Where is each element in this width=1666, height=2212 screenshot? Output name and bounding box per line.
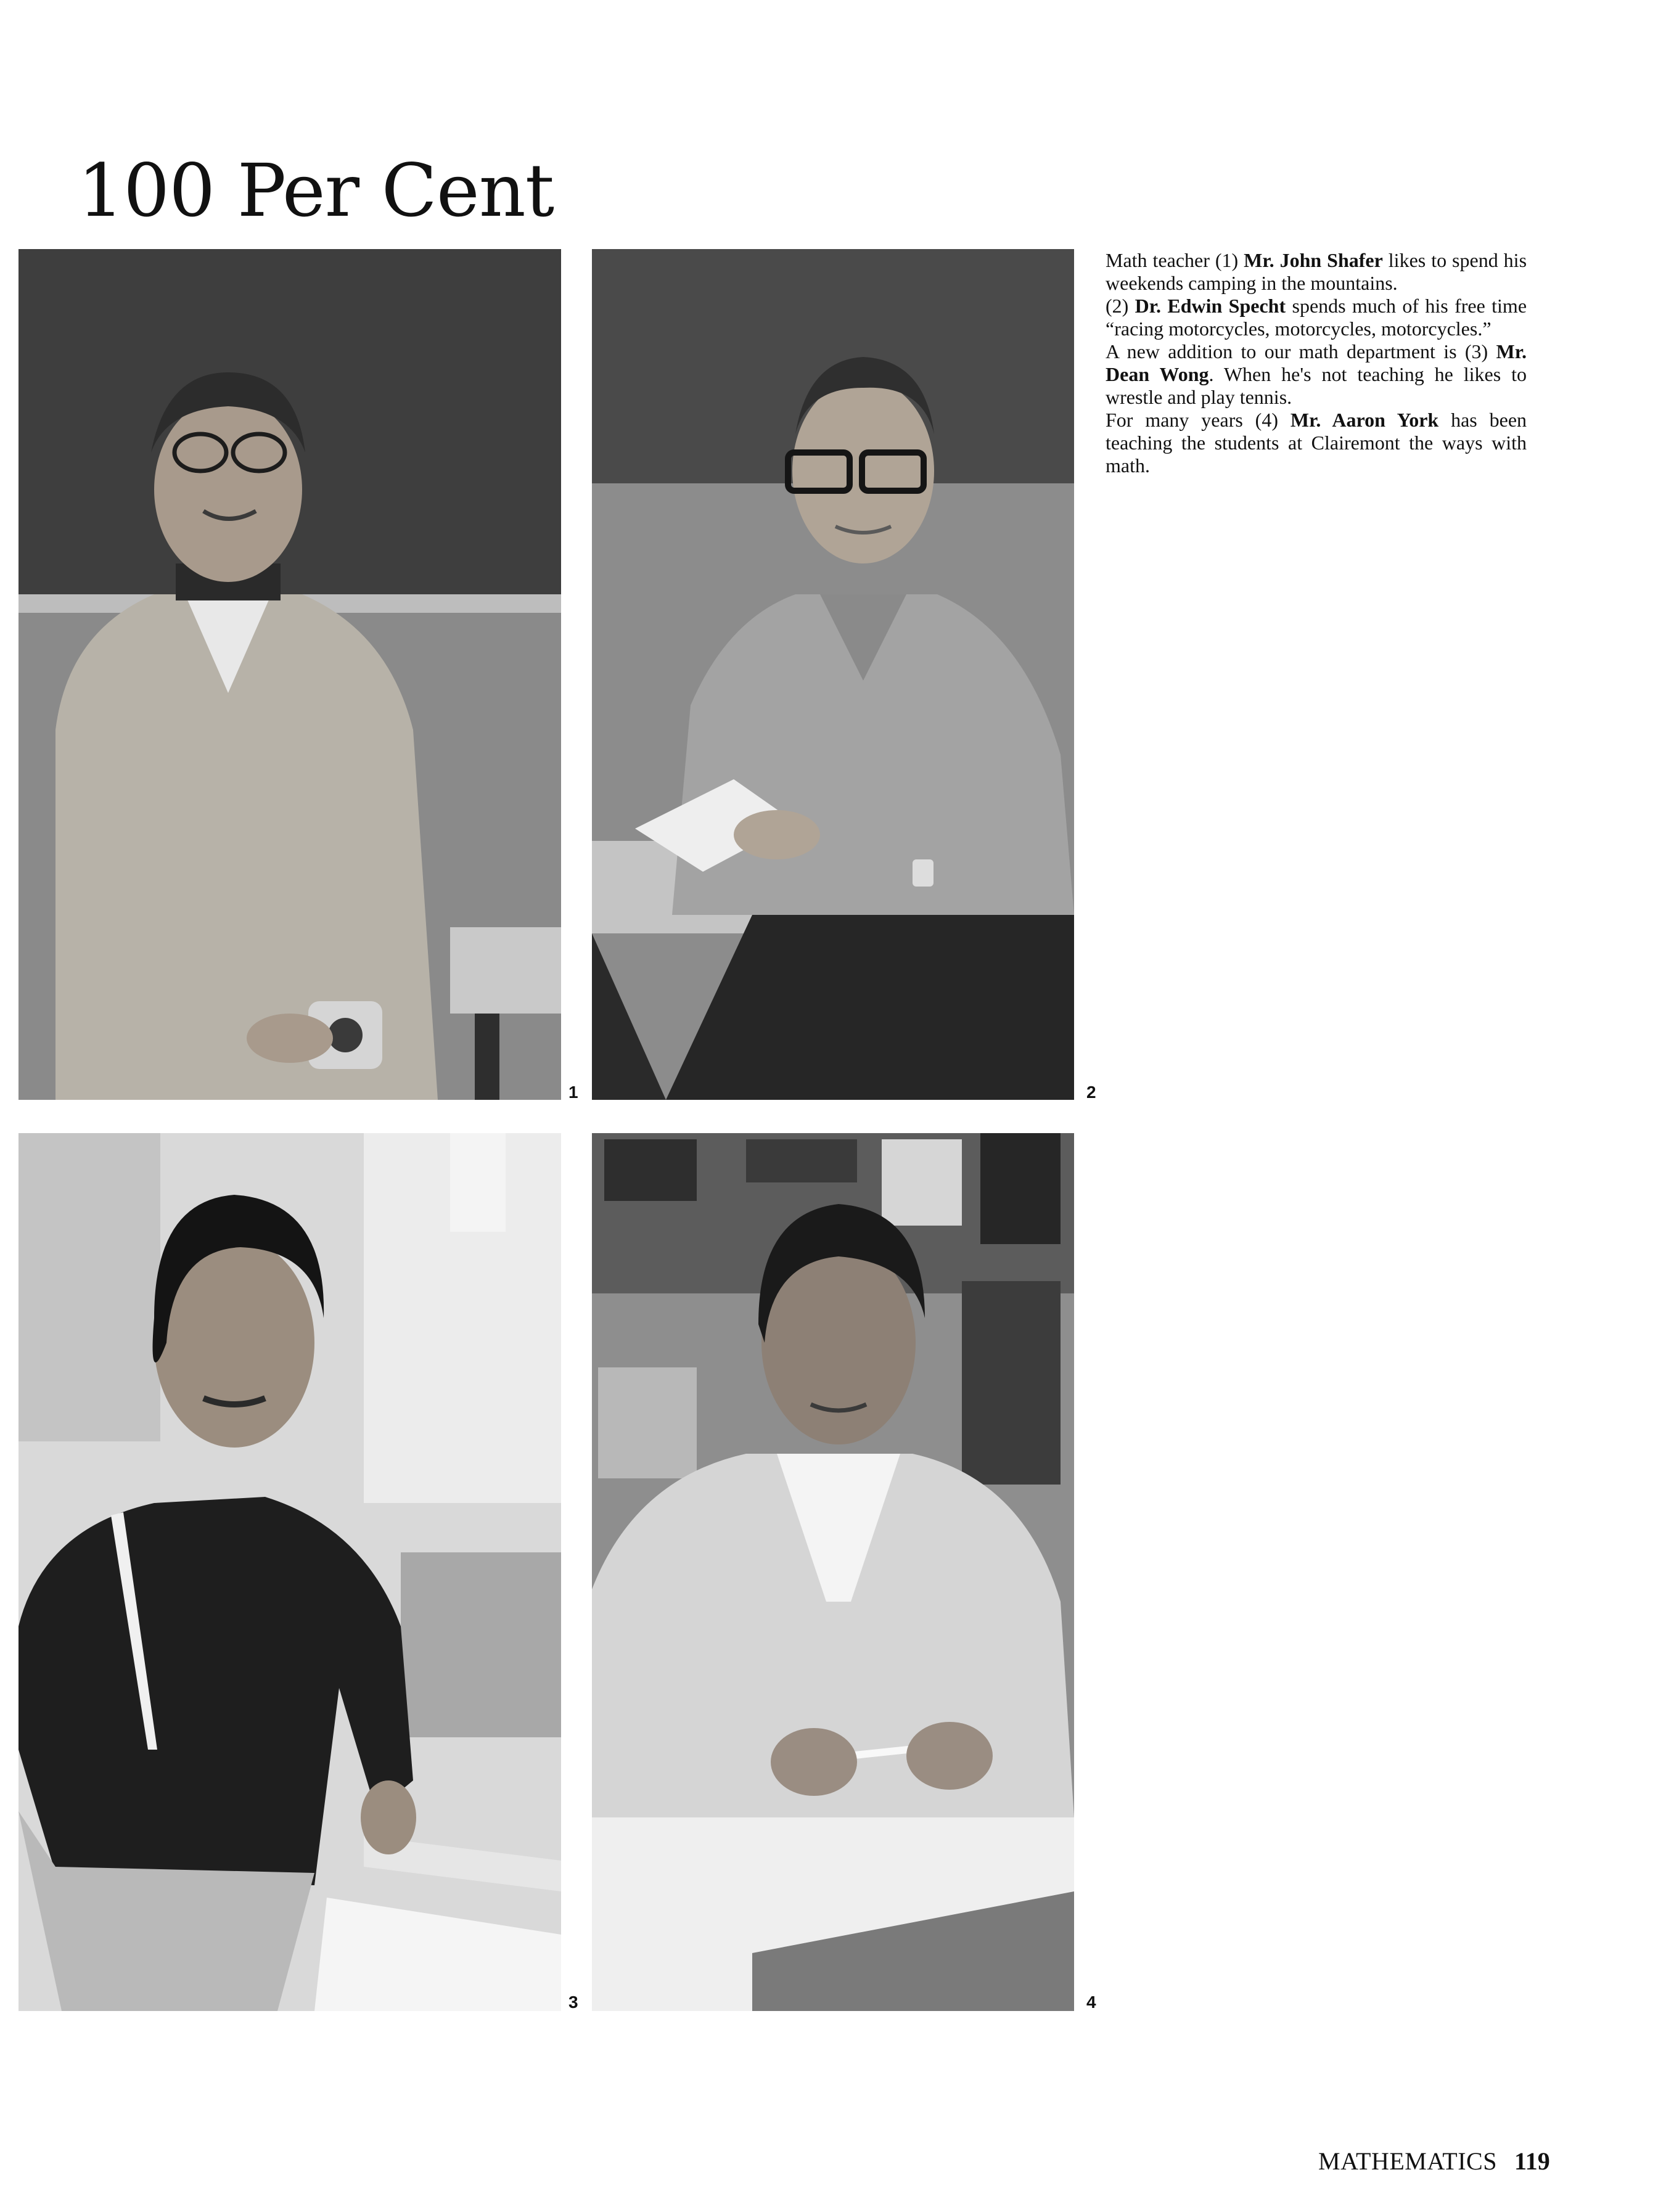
teacher-name-wong: Mr. Dean Wong — [1106, 340, 1527, 385]
photo-number-1: 1 — [568, 1083, 578, 1102]
photo-dean-wong — [18, 1133, 561, 2011]
photo-number-2: 2 — [1086, 1083, 1096, 1102]
photo-number-4: 4 — [1086, 1993, 1096, 2012]
caption-paragraph-4: For many years (4) Mr. Aaron York has been teaching the students at Clairemont the ways with math. — [1106, 409, 1527, 477]
caption-paragraph-1: Math teacher (1) Mr. John Shafer likes to spend his weekends camping in the mountains. — [1106, 249, 1527, 294]
caption-text — [1106, 249, 1527, 477]
section-name: MATHEMATICS — [1318, 2147, 1497, 2175]
page-number: 119 — [1514, 2147, 1550, 2175]
photo-number-3: 3 — [568, 1993, 578, 2012]
photo-aaron-york — [592, 1133, 1074, 2011]
photo-edwin-specht — [592, 249, 1074, 1100]
page-title: 100 Per Cent — [78, 148, 554, 233]
caption-paragraph-3: A new addition to our math department is (3) Mr. Dean Wong. When he's not teaching he likes to wrestle and play tennis. — [1106, 340, 1527, 408]
caption-paragraph-2: (2) Dr. Edwin Specht spends much of his free time “racing motorcycles, motorcycles, motorcycles.” — [1106, 295, 1527, 340]
teacher-name-specht: Dr. Edwin Specht — [1135, 295, 1286, 317]
teacher-name-york: Mr. Aaron York — [1290, 409, 1439, 431]
photo-john-shafer — [18, 249, 561, 1100]
page-footer — [1318, 2149, 1550, 2174]
teacher-name-shafer: Mr. John Shafer — [1244, 249, 1383, 271]
